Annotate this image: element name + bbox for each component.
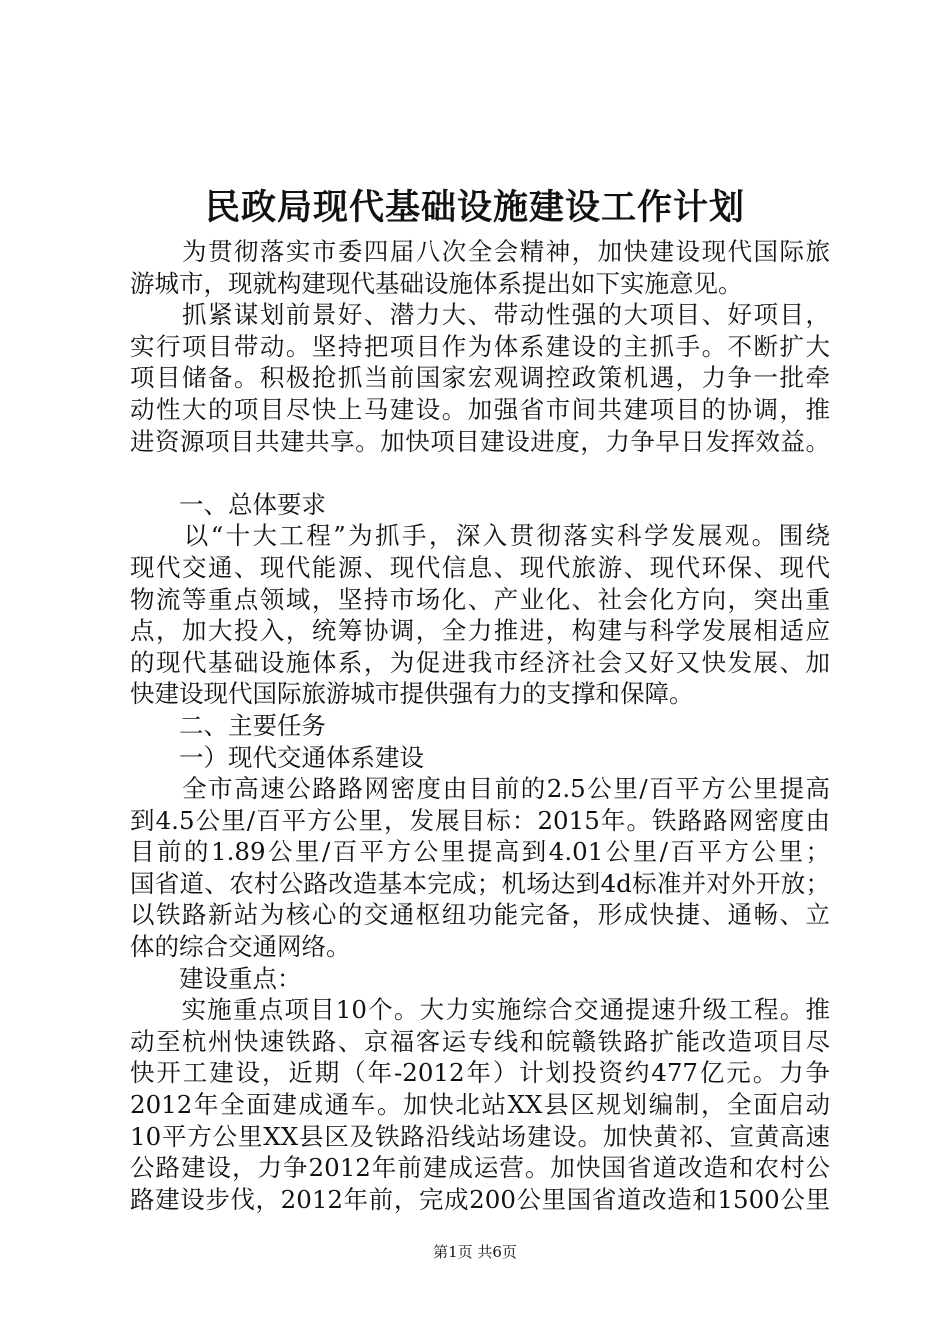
blank-line bbox=[130, 457, 830, 489]
body-line: 为贯彻落实市委四届八次全会精神，加快建设现代国际旅 bbox=[130, 237, 830, 266]
body-line: 快开工建设，近期（年-2012年）计划投资约477亿元。力争 bbox=[130, 1058, 830, 1088]
body-line: 目前的1.89公里/百平方公里提高到4.01公里/百平方公里； bbox=[130, 837, 830, 867]
body-line: 动至杭州快速铁路、京福客运专线和皖赣铁路扩能改造项目尽 bbox=[130, 1026, 830, 1056]
body-line: 项目储备。积极抢抓当前国家宏观调控政策机遇，力争一批牵 bbox=[130, 363, 830, 393]
subsection-heading: 一）现代交通体系建设 bbox=[130, 742, 424, 772]
body-line: 动性大的项目尽快上马建设。加强省市间共建项目的协调，推 bbox=[130, 394, 830, 424]
body-line: 以铁路新站为核心的交通枢纽功能完备，形成快捷、通畅、立 bbox=[130, 900, 830, 930]
section-heading: 一、总体要求 bbox=[130, 489, 326, 519]
body-line: 现代交通、现代能源、现代信息、现代旅游、现代环保、现代 bbox=[130, 552, 830, 582]
body-line: 抓紧谋划前景好、潜力大、带动性强的大项目、好项目， bbox=[130, 300, 830, 330]
body-line: 点，加大投入，统筹协调，全力推进，构建与科学发展相适应 bbox=[130, 616, 830, 646]
body-line: 游城市，现就构建现代基础设施体系提出如下实施意见。 bbox=[130, 268, 743, 298]
body-line: 路建设步伐，2012年前，完成200公里国省道改造和1500公里 bbox=[130, 1184, 830, 1214]
body-line: 进资源项目共建共享。加快项目建设进度，力争早日发挥效益。 bbox=[130, 426, 830, 456]
document-title: 民政局现代基础设施建设工作计划 bbox=[204, 187, 745, 228]
section-heading: 二、主要任务 bbox=[130, 710, 326, 740]
body-line: 实施重点项目10个。大力实施综合交通提速升级工程。推 bbox=[130, 995, 830, 1025]
body-line: 快建设现代国际旅游城市提供强有力的支撑和保障。 bbox=[130, 679, 694, 709]
body-line: 公路建设，力争2012年前建成运营。加快国省道改造和农村公 bbox=[130, 1153, 830, 1183]
body-line: 10平方公里XX县区及铁路沿线站场建设。加快黄祁、宣黄高速 bbox=[130, 1121, 830, 1151]
body-line: 国省道、农村公路改造基本完成；机场达到4d标准并对外开放； bbox=[130, 868, 830, 898]
body-line: 到4.5公里/百平方公里，发展目标：2015年。铁路路网密度由 bbox=[130, 805, 830, 835]
body-line: 物流等重点领域，坚持市场化、产业化、社会化方向，突出重 bbox=[130, 584, 830, 614]
subsection-heading: 建设重点： bbox=[130, 963, 302, 993]
document-body bbox=[130, 236, 830, 1215]
body-line: 2012年全面建成通车。加快北站XX县区规划编制，全面启动 bbox=[130, 1090, 830, 1120]
body-line: 全市高速公路路网密度由目前的2.5公里/百平方公里提高 bbox=[130, 774, 830, 804]
body-line: 体的综合交通网络。 bbox=[130, 932, 351, 962]
page-number-footer: 第1页 共6页 bbox=[433, 1243, 517, 1261]
body-line: 的现代基础设施体系，为促进我市经济社会又好又快发展、加 bbox=[130, 647, 830, 677]
body-line: 以“十大工程”为抓手，深入贯彻落实科学发展观。围绕 bbox=[130, 521, 830, 551]
body-line: 实行项目带动。坚持把项目作为体系建设的主抓手。不断扩大 bbox=[130, 331, 830, 361]
